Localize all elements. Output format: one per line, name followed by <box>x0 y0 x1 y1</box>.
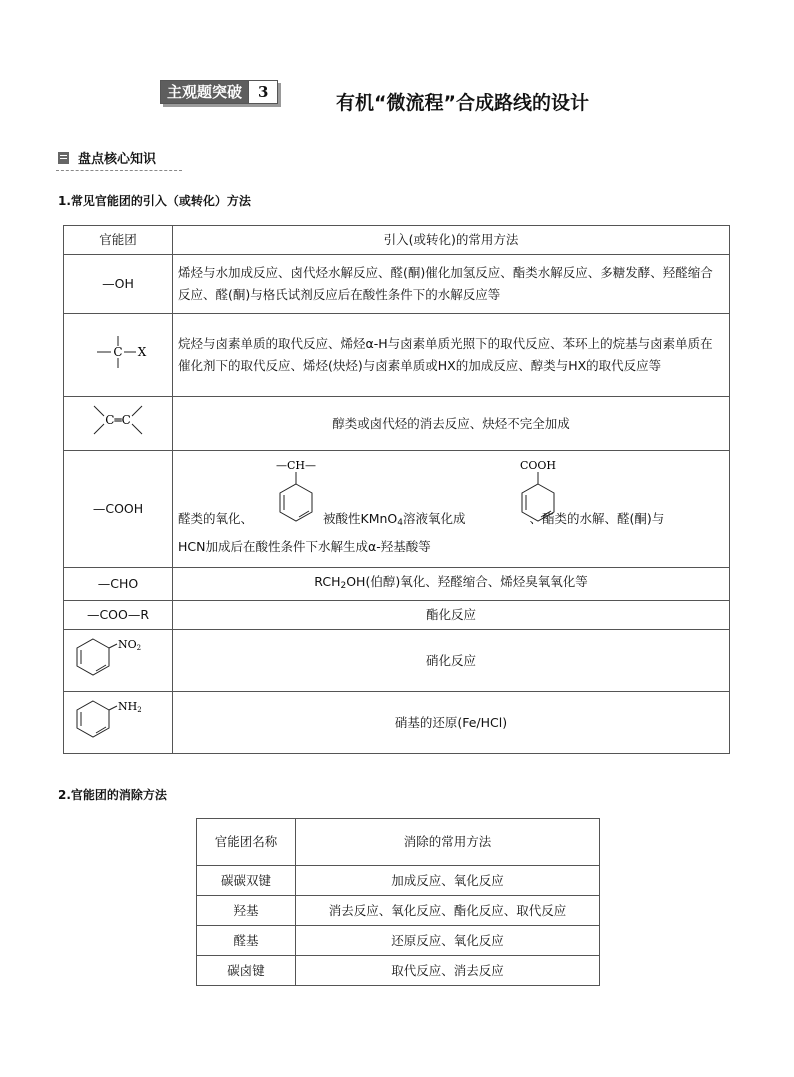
table-row <box>197 926 600 956</box>
cooh-label: COOH <box>519 459 557 472</box>
nitro-label: NO2 <box>118 638 142 652</box>
methods-oh: 烯烃与水加成反应、卤代烃水解反应、醛(酮)催化加氢反应、酯类水解反应、多糖发酵、羟醛缩合反应、醛(酮)与格氏试剂反应后在酸性条件下的水解反应等 <box>173 255 730 314</box>
section-title: 盘点核心知识 <box>78 152 157 167</box>
methods-cooh-a: 醛类的氧化、 <box>178 511 254 526</box>
table-row <box>64 255 730 314</box>
table-row <box>64 314 730 397</box>
elimination-method: 消去反应、氧化反应、酯化反应、取代反应 <box>296 896 600 926</box>
table-row <box>197 956 600 986</box>
section-divider <box>56 170 182 171</box>
methods-halide: 烷烃与卤素单质的取代反应、烯烃α-H与卤素单质光照下的取代反应、苯环上的烷基与卤素单质在催化剂下的取代反应、烯烃(炔烃)与卤素单质或HX的加成反应、醇类与HX的取代反应等 <box>173 314 730 397</box>
table-row <box>64 451 730 568</box>
carbon-label: C <box>113 344 123 359</box>
alkene-structure-icon <box>83 400 153 440</box>
table-row <box>197 866 600 896</box>
badge-number: 3 <box>248 81 277 103</box>
header-group-name: 官能团名称 <box>197 819 296 866</box>
group-halide <box>64 314 173 397</box>
part2-heading: 2.官能团的消除方法 <box>58 788 167 802</box>
methods-amine: 硝基的还原(Fe/HCl) <box>173 692 730 754</box>
part1-heading: 1.常见官能团的引入（或转化）方法 <box>58 194 251 208</box>
elimination-method: 还原反应、氧化反应 <box>296 926 600 956</box>
table-row <box>64 568 730 601</box>
halogen-label: X <box>137 344 147 359</box>
ch-label: —CH— <box>275 459 317 472</box>
document-icon <box>58 152 69 164</box>
kmno4-subscript: 4 <box>397 518 403 528</box>
topic-badge <box>160 80 278 104</box>
group-amine <box>64 692 173 754</box>
group-cooh: —COOH <box>64 451 173 568</box>
group-name: 碳碳双键 <box>197 866 296 896</box>
table-header-row <box>64 226 730 255</box>
methods-cho: $RCH_2OH$(伯醇)氧化、羟醛缩合、烯烃臭氧氧化等 <box>173 568 730 601</box>
table-row <box>197 896 600 926</box>
elimination-methods-table <box>196 818 600 986</box>
nitrobenzene-structure-icon <box>69 633 149 681</box>
group-oh: —OH <box>64 255 173 314</box>
header-methods: 引入(或转化)的常用方法 <box>173 226 730 255</box>
group-name: 碳卤键 <box>197 956 296 986</box>
methods-cooh <box>173 451 730 568</box>
group-nitro <box>64 630 173 692</box>
aniline-structure-icon <box>69 695 149 743</box>
group-ester: —COO—R <box>64 601 173 630</box>
elimination-method: 取代反应、消去反应 <box>296 956 600 986</box>
methods-cooh-b: 被酸性KMnO <box>323 511 398 526</box>
methods-nitro: 硝化反应 <box>173 630 730 692</box>
methods-ester: 酯化反应 <box>173 601 730 630</box>
elimination-method: 加成反应、氧化反应 <box>296 866 600 896</box>
double-bond-label: C═C <box>105 413 131 427</box>
table-row <box>64 397 730 451</box>
table-row <box>64 630 730 692</box>
group-cho: —CHO <box>64 568 173 601</box>
topic-header <box>160 80 278 104</box>
methods-alkene: 醇类或卤代烃的消去反应、炔烃不完全加成 <box>173 397 730 451</box>
alkyl-halide-structure-icon <box>83 330 153 374</box>
group-alkene <box>64 397 173 451</box>
methods-cooh-c: 溶液氧化成 <box>403 511 466 526</box>
header-elimination-methods: 消除的常用方法 <box>296 819 600 866</box>
introduction-methods-table <box>63 225 730 754</box>
amine-label: NH2 <box>118 700 142 714</box>
table-row <box>64 692 730 754</box>
methods-cooh-e: HCN加成后在酸性条件下水解生成α-羟基酸等 <box>178 539 431 554</box>
badge-label: 主观题突破 <box>161 81 248 103</box>
header-group: 官能团 <box>64 226 173 255</box>
methods-cooh-d: 、酯类的水解、醛(酮)与 <box>529 511 665 526</box>
page-title: 有机“微流程”合成路线的设计 <box>336 92 589 114</box>
table-header-row <box>197 819 600 866</box>
section-heading <box>58 148 156 167</box>
group-name: 醛基 <box>197 926 296 956</box>
table-row <box>64 601 730 630</box>
group-name: 羟基 <box>197 896 296 926</box>
